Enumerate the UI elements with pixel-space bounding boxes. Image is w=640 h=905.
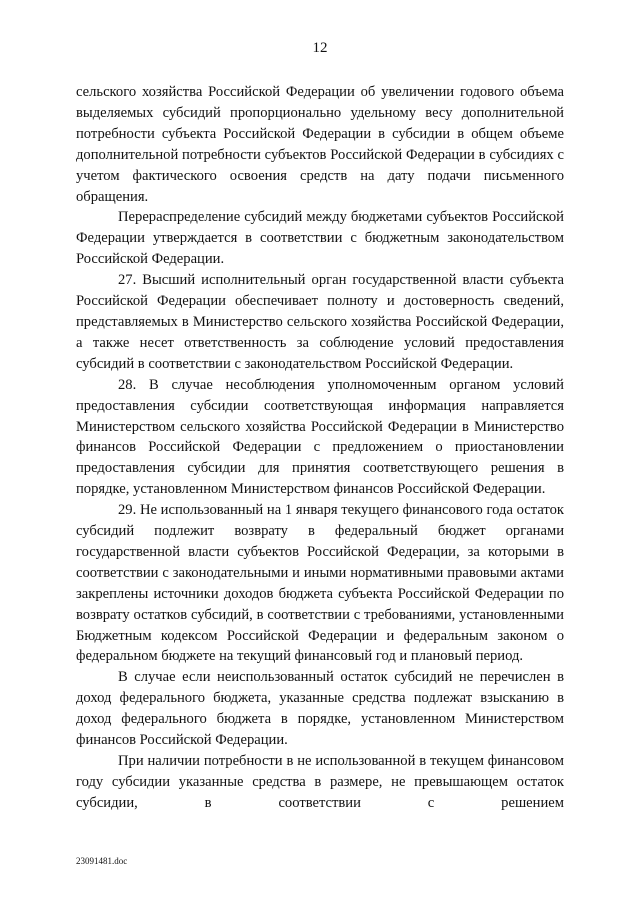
paragraph-redistribution: Перераспределение субсидий между бюджетами субъектов Российской Федерации утверждается в соответствии с бюджетным законодательством Российской Федерации. [76,209,564,268]
paragraph-need-for-funds: При наличии потребности в не использованной в текущем финансовом году субсидии указанные средства в размере, не превышающем остаток субсидии, в соответствии с решением [76,753,564,811]
paragraph-item-28: 28. В случае несоблюдения уполномоченным органом условий предоставления субсидии соответствующая информация направляется Министерством сельского хозяйства Российской Федерации в Министерство финансов Российской Федерации с предложением о приостановлении предоставления субсидии для принятия соответствующего решения в порядке, установленном Министерством финансов Российской Федерации. [76,376,564,498]
document-body [76,82,564,814]
paragraph-item-29: 29. Не использованный на 1 января текущего финансового года остаток субсидий подлежит возврату в федеральный бюджет органами государственной власти субъектов Российской Федерации, за которыми в соответствии с законодательными и иными нормативными правовыми актами закреплены источники доходов бюджета субъекта Российской Федерации по возврату остатков субсидий, в соответствии с требованиями, установленными Бюджетным кодексом Российской Федерации и федеральным законом о федеральном бюджете на текущий финансовый год и плановый период. [76,502,564,665]
file-name-footer: 23091481.doc [76,856,128,866]
paragraph-unused-balance: В случае если неиспользованный остаток субсидий не перечислен в доход федерального бюджета, указанные средства подлежат взысканию в доход федерального бюджета в порядке, установленном Министерством финансов Российской Федерации. [76,669,564,749]
page-number: 12 [312,40,328,56]
paragraph-item-27: 27. Высший исполнительный орган государственной власти субъекта Российской Федерации обеспечивает полноту и достоверность сведений, представляемых в Министерство сельского хозяйства Российской Федерации, а также несет ответственность за соблюдение условий предоставления субсидий в соответствии с законодательством Российской Федерации. [76,272,564,372]
paragraph-continuation: сельского хозяйства Российской Федерации об увеличении годового объема выделяемых субсидий пропорционально удельному весу дополнительной потребности субъекта Российской Федерации в субсидии в общем объеме дополнительной потребности субъектов Российской Федерации в субсидиях с учетом фактического освоения средств на дату подачи письменного обращения. [76,84,564,205]
